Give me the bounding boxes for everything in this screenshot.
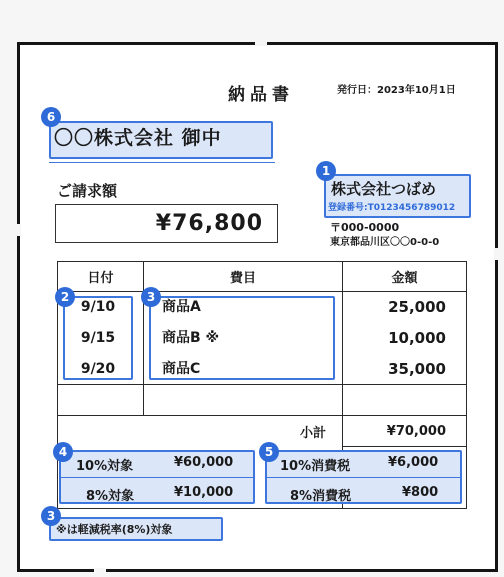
tax-divider [267, 477, 460, 478]
badge-3: 3 [141, 287, 161, 307]
frame-gap [494, 248, 500, 260]
badge-6: 6 [41, 107, 61, 127]
badge-4: 4 [53, 442, 73, 462]
tax-target-value: ¥60,000 [174, 455, 234, 470]
tax-target-value: ¥10,000 [174, 485, 234, 500]
row-date: 9/20 [80, 361, 116, 377]
row-amount: 10,000 [388, 329, 446, 347]
tax-target-label: 8%対象 [86, 489, 135, 504]
tax-amount-label: 8%消費税 [290, 489, 352, 504]
row-item: 商品B ※ [162, 330, 220, 346]
header-date: 日付 [58, 262, 144, 292]
badge-3-note: 3 [41, 506, 61, 526]
frame-gap [255, 40, 267, 46]
issuer-name: 株式会社つばめ [331, 180, 437, 198]
addressee-name: 〇〇株式会社 御中 [54, 127, 222, 149]
row-item: 商品C [162, 361, 201, 377]
tax-divider [61, 477, 253, 478]
row-date: 9/10 [80, 299, 116, 315]
addressee-underline [49, 162, 275, 163]
badge-2: 2 [55, 287, 75, 307]
subtotal-value: ¥70,000 [343, 416, 467, 447]
reduced-tax-note: ※は軽減税率(8%)対象 [56, 523, 173, 536]
issue-date: 発行日：2023年10月1日 [337, 85, 456, 96]
billing-amount: ¥76,800 [55, 204, 278, 243]
issuer-postal: 〒000-0000 [330, 221, 400, 234]
subtotal-row [58, 416, 467, 447]
row-amount: 25,000 [388, 298, 446, 316]
tax-amount-value: ¥800 [402, 485, 439, 500]
header-item: 費目 [144, 262, 343, 292]
registration-number: 登録番号:T0123456789012 [328, 203, 456, 213]
table-row-empty [58, 385, 467, 416]
issuer-address: 東京都品川区〇〇0-0-0 [330, 237, 440, 248]
document-title: 納品書 [228, 85, 294, 105]
subtotal-label: 小計 [144, 416, 343, 447]
row-amount: 35,000 [388, 360, 446, 378]
badge-1: 1 [316, 161, 336, 181]
frame-gap [15, 224, 21, 236]
row-item: 商品A [162, 299, 201, 315]
badge-5: 5 [259, 442, 279, 462]
billing-label: ご請求額 [57, 182, 118, 200]
header-amount: 金額 [343, 262, 467, 292]
tax-target-label: 10%対象 [76, 459, 134, 474]
tax-amount-label: 10%消費税 [280, 459, 351, 474]
frame-gap [94, 568, 106, 574]
row-date: 9/15 [80, 330, 116, 346]
tax-amount-value: ¥6,000 [388, 455, 439, 470]
